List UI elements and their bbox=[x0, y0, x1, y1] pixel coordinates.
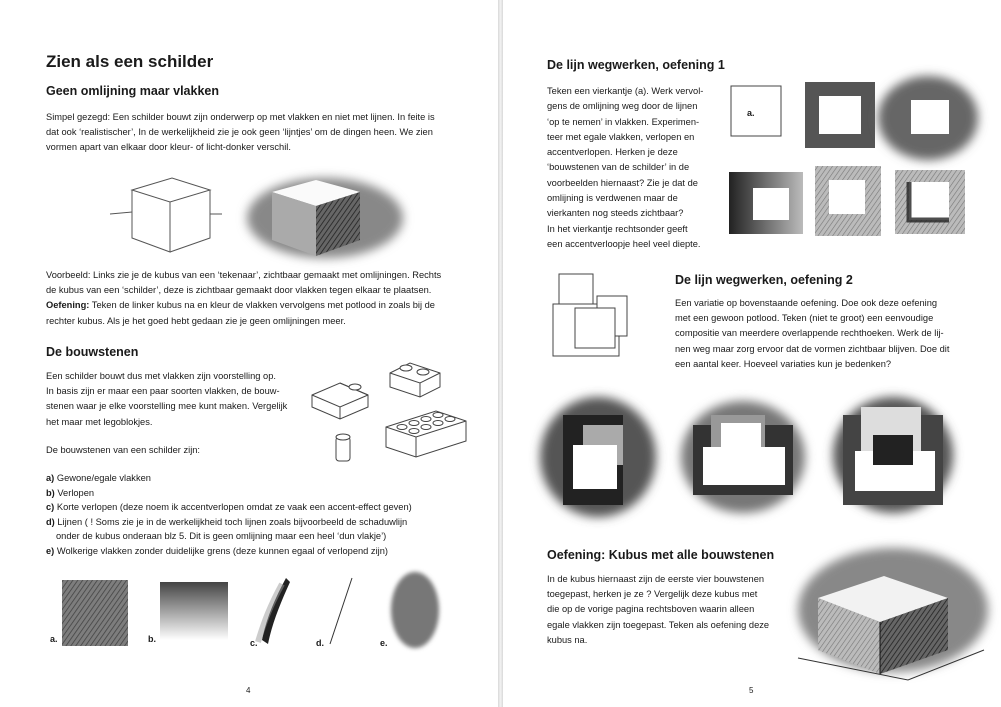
list-item bbox=[46, 544, 486, 559]
lego-bricks-illustration bbox=[310, 355, 470, 470]
exercise3-heading: Oefening: Kubus met alle bouwstenen bbox=[547, 548, 775, 562]
exercise2-variants bbox=[543, 395, 993, 525]
swatch-label-d: d. bbox=[316, 638, 324, 648]
list-item bbox=[46, 500, 486, 515]
exercise1-line: accentverlopen. Herken je deze bbox=[547, 147, 678, 158]
swatch-e-cloudy bbox=[391, 572, 439, 648]
exercise2-line: met een gewoon potlood. Teken (niet te groot) een eenvoudige bbox=[675, 313, 934, 324]
exercise3-line: kubus na. bbox=[547, 634, 588, 645]
exercise-text: Teken de linker kubus na en kleur de vlakken vervolgens met potlood in zoals bij de bbox=[89, 300, 435, 311]
composition-variant-2 bbox=[681, 401, 805, 513]
page-number: 4 bbox=[246, 686, 251, 695]
list-item bbox=[46, 486, 486, 501]
square-variant-cloudy-border bbox=[878, 76, 978, 160]
exercise3-line: In de kubus hiernaast zijn de eerste vier bouwstenen bbox=[547, 574, 765, 584]
exercise1-line: ‘bouwstenen van de schilder’ in de bbox=[547, 162, 690, 173]
list-key: e) bbox=[46, 545, 55, 556]
page-title: Zien als een schilder bbox=[46, 52, 214, 71]
list-text: Gewone/egale vlakken bbox=[54, 473, 151, 483]
lego-round-brick bbox=[336, 434, 350, 461]
example-line: de kubus van een ‘schilder’, deze is zichtbaar gemaakt door vlakken tegen elkaar te plaatsen. bbox=[46, 285, 432, 296]
exercise1-line: een accentverloopje heel veel diepte. bbox=[547, 238, 701, 249]
list-key: d) bbox=[46, 516, 55, 527]
intro-line: vormen apart van elkaar door kleur- of licht-donker verschil. bbox=[46, 142, 291, 153]
list-text: Lijnen ( ! Soms zie je in de werkelijkheid toch lijnen zoals bijvoorbeeld de schaduwlijn bbox=[54, 516, 408, 527]
exercise3-line: toegepast, herken je ze ? Vergelijk deze kubus met bbox=[547, 589, 758, 600]
square-a-label: a. bbox=[747, 108, 755, 118]
list-key: c) bbox=[46, 502, 55, 513]
intro-line: Simpel gezegd: Een schilder bouwt zijn onderwerp op met vlakken en niet met lijnen. In feite is bbox=[46, 112, 435, 122]
bouwstenen-swatches bbox=[60, 570, 460, 660]
bouwstenen-paragraph bbox=[46, 369, 316, 430]
list-item bbox=[46, 515, 486, 530]
square-variant-gradient-border bbox=[815, 166, 881, 236]
square-variant-accent-gradient bbox=[895, 170, 965, 234]
exercise1-line: In het vierkantje rechtsonder geeft bbox=[547, 223, 688, 234]
bouwstenen-line: stenen waar je elke voorstelling mee kunt maken. Vergelijk bbox=[46, 401, 288, 412]
exercise-line bbox=[46, 298, 476, 313]
list-key: b) bbox=[46, 487, 55, 498]
exercise-line: rechter kubus. Als je het goed hebt gedaan zie je geen omlijningen meer. bbox=[46, 315, 346, 326]
shaded-cube-all-bouwstenen bbox=[788, 540, 988, 690]
list-text: Verlopen bbox=[54, 487, 95, 498]
exercise2-heading: De lijn wegwerken, oefening 2 bbox=[675, 273, 853, 287]
exercise-label: Oefening: bbox=[46, 300, 90, 311]
list-key: a) bbox=[46, 473, 55, 483]
square-variant-even-border bbox=[805, 82, 875, 148]
line-cube-drawing bbox=[110, 178, 222, 252]
bouwstenen-line: In basis zijn er maar een paar soorten vlakken, de bouw- bbox=[46, 386, 280, 397]
exercise3-paragraph bbox=[547, 572, 782, 648]
list-item bbox=[46, 529, 486, 544]
intro-paragraph bbox=[46, 110, 476, 156]
exercise1-line: gens de omlijning weg door de lijnen bbox=[547, 101, 698, 112]
composition-variant-3 bbox=[833, 397, 953, 513]
exercise1-squares bbox=[723, 78, 993, 248]
example-paragraph bbox=[46, 268, 476, 329]
swatch-a-even-fill bbox=[62, 580, 128, 646]
intro-line: dat ook ‘realistischer’, In de werkelijkheid zie je ook geen ‘lijntjes’ om de dingen heen. We zien bbox=[46, 127, 433, 138]
right-page bbox=[503, 0, 1001, 707]
exercise2-line: Een variatie op bovenstaande oefening. Doe ook deze oefening bbox=[675, 298, 938, 308]
exercise1-line: omlijning is verdwenen maar de bbox=[547, 193, 678, 204]
exercise2-line: een aantal keer. Hoeveel variaties kun je bedenken? bbox=[675, 358, 892, 369]
swatch-label-a: a. bbox=[50, 634, 58, 644]
exercise1-heading: De lijn wegwerken, oefening 1 bbox=[547, 58, 725, 72]
bouwstenen-line: Een schilder bouwt dus met vlakken zijn voorstelling op. bbox=[46, 371, 276, 381]
square-variant-dark-gradient bbox=[729, 172, 803, 234]
list-text: onder de kubus onderaan blz 5. Dit is geen omlijning maar een heel ‘dun vlakje’) bbox=[56, 531, 387, 542]
exercise1-paragraph bbox=[547, 84, 722, 252]
exercise2-line: nen weg maar zorg ervoor dat de vormen zichtbaar blijven. Doe dit bbox=[675, 343, 950, 354]
list-text: Wolkerige vlakken zonder duidelijke grens (deze kunnen egaal of verlopend zijn) bbox=[54, 545, 388, 556]
bouwstenen-list bbox=[46, 471, 486, 559]
lego-slope-brick bbox=[312, 383, 368, 419]
example-line: Voorbeeld: Links zie je de kubus van een ‘tekenaar’, zichtbaar gemaakt met omlijningen. Rechts bbox=[46, 270, 442, 280]
exercise1-line: Teken een vierkantje (a). Werk vervol- bbox=[547, 86, 704, 96]
cube-comparison-illustration bbox=[110, 170, 400, 260]
exercise2-line: compositie van meerdere overlappende rechthoeken. Werk de lij- bbox=[675, 328, 944, 339]
page-number: 5 bbox=[749, 686, 754, 695]
swatch-label-e: e. bbox=[380, 638, 388, 648]
swatch-label-c: c. bbox=[250, 638, 258, 648]
swatch-d-line bbox=[330, 578, 352, 644]
list-text: Korte verlopen (deze noem ik accentverlopen omdat ze vaak een accent-effect geven) bbox=[54, 502, 412, 513]
exercise1-line: vierkanten nog steeds zichtbaar? bbox=[547, 208, 684, 219]
composition-variant-1 bbox=[540, 397, 656, 517]
exercise3-line: die op de vorige pagina rechtsboven waarin alleen bbox=[547, 604, 755, 615]
list-item bbox=[46, 471, 486, 486]
exercise3-line: egale vlakken zijn toegepast. Teken als oefening deze bbox=[547, 619, 770, 630]
bouwstenen-line: het maar met legoblokjes. bbox=[46, 416, 153, 427]
lego-two-stud-brick bbox=[390, 363, 440, 397]
section-heading-vlakken: Geen omlijning maar vlakken bbox=[46, 84, 219, 98]
shaded-cube-drawing bbox=[247, 178, 403, 258]
lego-eight-stud-brick bbox=[386, 411, 466, 457]
section-heading-bouwstenen: De bouwstenen bbox=[46, 345, 139, 359]
bouwstenen-list-intro: De bouwstenen van een schilder zijn: bbox=[46, 445, 201, 455]
exercise1-line: voorbeelden hiernaast? Zie je dat de bbox=[547, 177, 698, 188]
exercise2-paragraph bbox=[675, 296, 985, 372]
swatch-b-gradient bbox=[160, 582, 228, 640]
exercise2-composition-outline bbox=[543, 268, 653, 378]
swatch-label-b: b. bbox=[148, 634, 156, 644]
left-page bbox=[0, 0, 498, 707]
exercise1-line: teer met egale vlakken, verlopen en bbox=[547, 131, 695, 142]
square-a-outline bbox=[731, 86, 781, 136]
exercise1-line: ‘op te nemen’ in vlakken. Experimen- bbox=[547, 116, 700, 127]
